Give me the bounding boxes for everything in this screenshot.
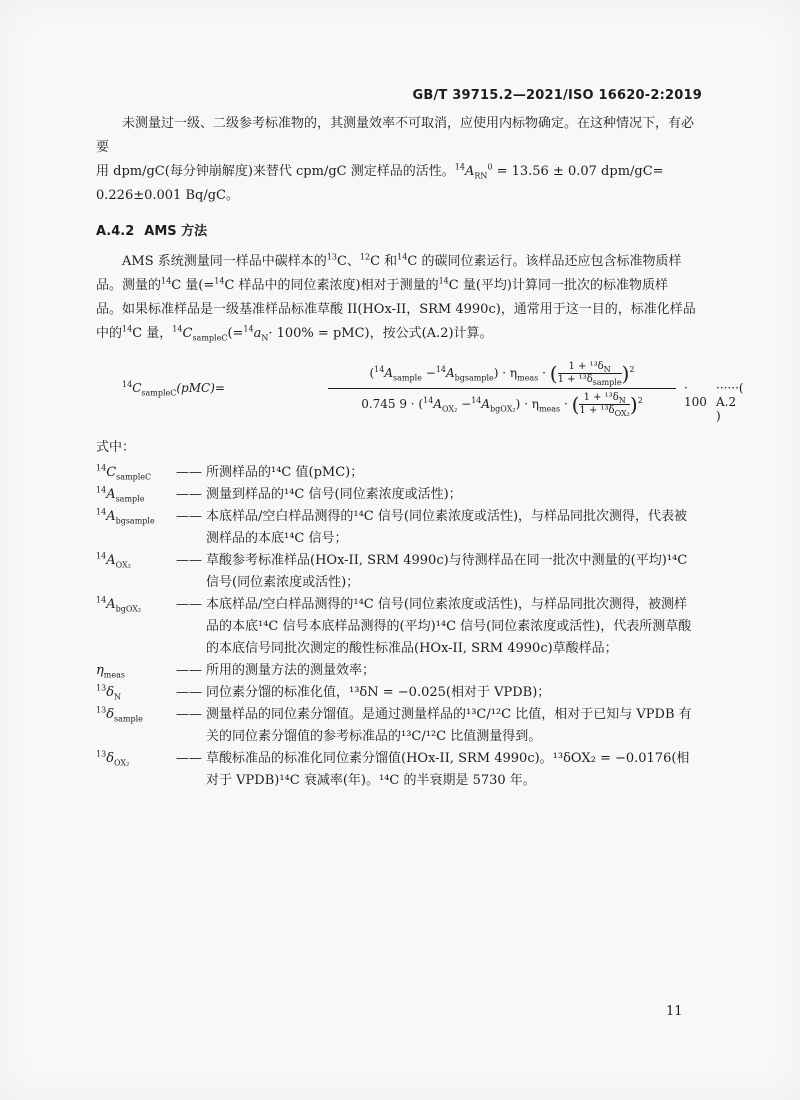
definition-item: $\eta_{meas}$ —— 所用的测量方法的测量效率； — [96, 663, 376, 680]
definition-item: $^{14}A_{bgsample}$ —— 本底样品/空白样品测得的¹⁴C 信号(同位素浓度或活性)，与样品同批次测得，代表被测样品的本底¹⁴C 信号； — [96, 507, 688, 546]
section-number: A.4.2 — [96, 224, 135, 239]
equation-denominator: 0.745 $9 \cdot (^{14}A_{OX_2} -^{14}A_{bgOX_2}) \cdot \eta_{meas}$ · ( $1 + ^{13}\delta_N$ $1 + ^{13}\delta_{OX_2})^2$ — [361, 392, 643, 418]
para-line-1: AMS 系统测量同一样品中碳样本的$^{13}$C、$^{12}$C 和$^{14}$C 的碳同位素运行。该样品还应包含标准物质样 — [122, 252, 682, 269]
definition-item: $^{14}A_{bgOX_2}$ —— 本底样品/空白样品测得的¹⁴C 信号(同位素浓度或活性)，与样品同批次测得，被测样品的本底¹⁴C 信号本底样品测得的(平均)¹⁴C 信号(同位素浓度或活性)，代表所测草酸的本底信号同批次测定的酸性标准品(HOx-II, SRM 4990c)草酸样品； — [96, 595, 692, 656]
equation-a2 — [96, 354, 744, 430]
definition-list — [96, 462, 696, 792]
where-label: 式中： — [96, 440, 136, 455]
equation-lhs: $^{14}C_{sampleC}(pMC)=$ — [122, 380, 225, 398]
definition-item: $^{13}\delta_{sample}$ —— 测量样品的同位素分馏值。是通过测量样品的¹³C/¹²C 比值，相对于已知与 VPDB 有关的同位素分馏值的参考标准品的¹³C/¹²C 比值测量得到。 — [96, 705, 692, 744]
standard-header: GB/T 39715.2—2021/ISO 16620-2:2019 — [412, 88, 702, 103]
para-line-2: 品。测量的$^{14}$C 量(=$^{14}$C 样品中的同位素浓度)相对于测量的$^{14}$C 量(平均)计算同一批次的标准物质样 — [96, 276, 669, 293]
section-title: AMS 方法 — [144, 224, 208, 239]
definition-item: $^{13}\delta_{OX_2}$ —— 草酸标准品的标准化同位素分馏值(HOx-II, SRM 4990c)。¹³δOX₂ = −0.0176(相对于 VPDB)¹⁴C 衰减率(年)。¹⁴C 的半衰期是 5730 年。 — [96, 749, 690, 788]
definition-item: $^{14}A_{OX_2}$ —— 草酸参考标准样品(HOx-II, SRM 4990c)与待测样品在同一批次中测量的(平均)¹⁴C 信号(同位素浓度或活性)； — [96, 551, 688, 590]
equation-numerator: $(^{14}A_{sample} -^{14}A_{bgsample}) \cdot \eta_{meas}$ · ( $1 + ^{13}\delta_N$ $1 + ^{13}\delta_{sample})^2$ — [369, 361, 635, 387]
intro-line-3: 0.226±0.001 Bq/gC。 — [96, 188, 239, 203]
equation-multiplier: · 100 — [684, 381, 707, 409]
page-number: 11 — [666, 1004, 683, 1019]
intro-line-2: 用 dpm/gC(每分钟崩解度)来替代 cpm/gC 测定样品的活性。$^{14}A_{RN}^0 = 13.56 \pm 0.07$ dpm/gC= — [96, 162, 664, 181]
intro-line-1: 未测量过一级、二级参考标准物的，其测量效率不可取消，应使用内标物确定。在这种情况下，有必要 — [96, 116, 695, 155]
page-content — [96, 112, 744, 792]
definition-item: $^{14}A_{sample}$ —— 测量到样品的¹⁴C 信号(同位素浓度或活性)； — [96, 485, 462, 504]
section-heading — [96, 220, 696, 244]
equation-fraction — [328, 358, 676, 419]
para-line-3: 品。如果标准样品是一级基准样品标准草酸 II(HOx-II，SRM 4990c)，通常用于这一目的，标准化样品 — [96, 302, 696, 317]
definition-item: $^{14}C_{sampleC}$ —— 所测样品的¹⁴C 值(pMC)； — [96, 463, 364, 482]
equation-number: ······( A.2 ) — [716, 381, 744, 423]
para-line-4: 中的$^{14}$C 量，$^{14}C_{sampleC}(=^{14}a_N\cdot 100\% = pMC)$，按公式(A.2)计算。 — [96, 324, 493, 343]
definition-item: $^{13}\delta_N$ —— 同位素分馏的标准化值，¹³δN = −0.025(相对于 VPDB)； — [96, 683, 551, 702]
